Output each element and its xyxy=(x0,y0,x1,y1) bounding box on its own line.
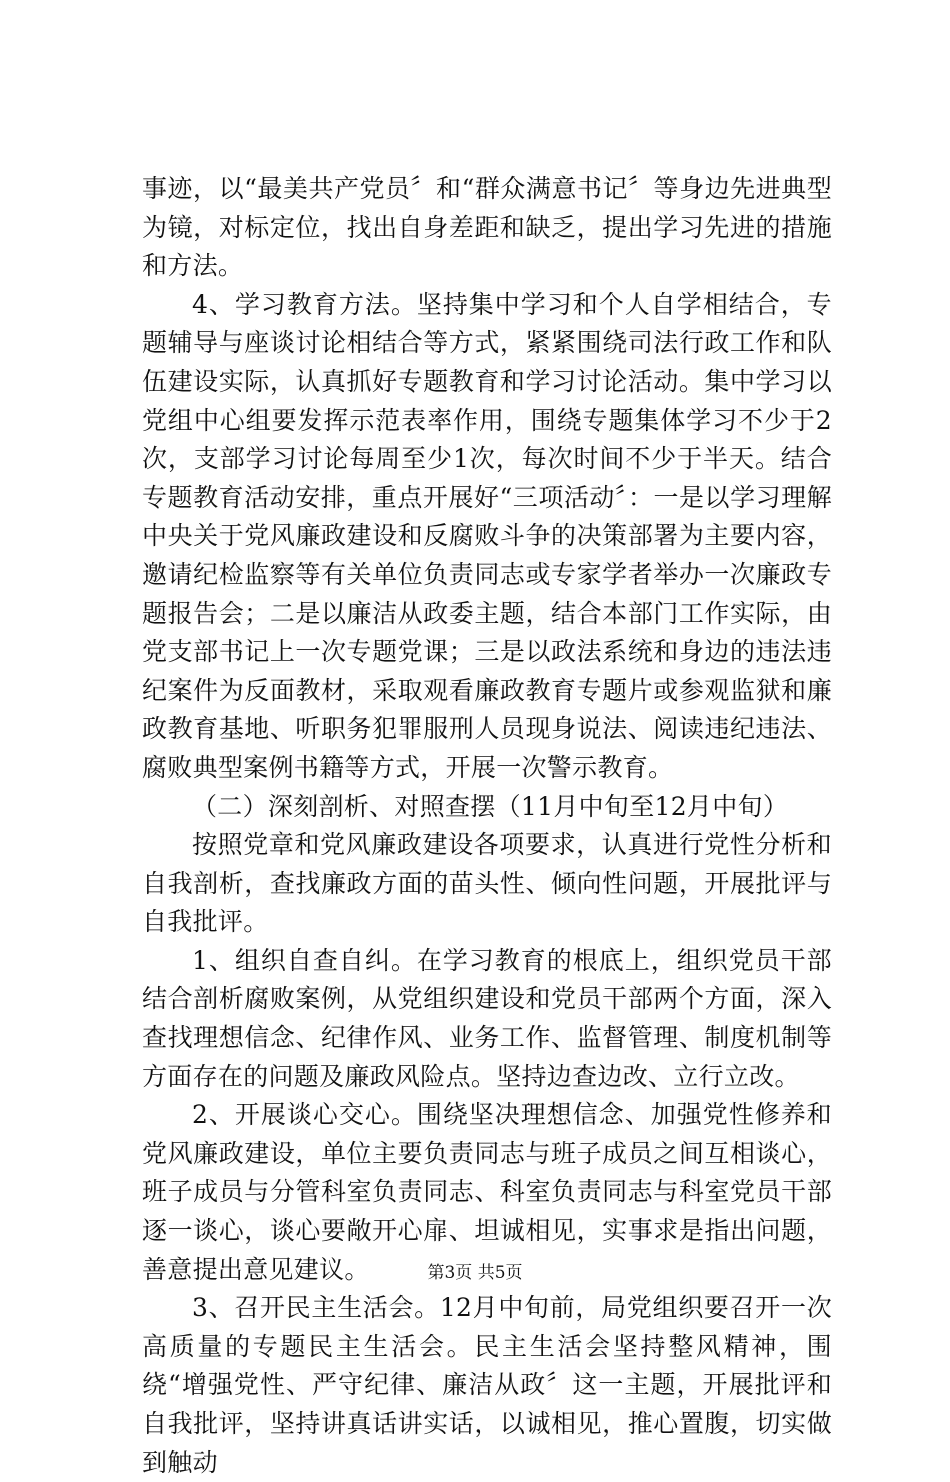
document-body xyxy=(142,170,832,1482)
paragraph-analysis-intro: 按照党章和党风廉政建设各项要求，认真进行党性分析和自我剖析，查找廉政方面的苗头性、倾向性问题，开展批评与自我批评。 xyxy=(142,830,832,937)
paragraph-democratic-meeting: 3、召开民主生活会。12月中旬前，局党组织要召开一次高质量的专题民主生活会。民主生活会坚持整风精神，围绕“增强党性、严守纪律、廉洁从政〞这一主题，开展批评和自我批评，坚持讲真话讲实话，以诚相见，推心置腹，切实做到触动 xyxy=(142,1293,832,1477)
paragraph-learning-methods: 4、学习教育方法。坚持集中学习和个人自学相结合，专题辅导与座谈讨论相结合等方式，紧紧围绕司法行政工作和队伍建设实际，认真抓好专题教育和学习讨论活动。集中学习以党组中心组要发挥示范表率作用，围绕专题集体学习不少于2次，支部学习讨论每周至少1次，每次时间不少于半天。结合专题教育活动安排，重点开展好“三项活动〞：一是以学习理解中央关于党风廉政建设和反腐败斗争的决策部署为主要内容，邀请纪检监察等有关单位负责同志或专家学者举办一次廉政专题报告会；二是以廉洁从政委主题，结合本部门工作实际，由党支部书记上一次专题党课；三是以政法系统和身边的违法违纪案件为反面教材，采取观看廉政教育专题片或参观监狱和廉政教育基地、听职务犯罪服刑人员现身说法、阅读违纪违法、腐败典型案例书籍等方式，开展一次警示教育。 xyxy=(142,289,832,782)
paragraph-heart-to-heart: 2、开展谈心交心。围绕坚决理想信念、加强党性修养和党风廉政建设，单位主要负责同志与班子成员之间互相谈心，班子成员与分管科室负责同志、科室负责同志与科室党员干部逐一谈心，谈心要敞开心扉、坦诚相见，实事求是指出问题，善意提出意见建议。 xyxy=(142,1100,832,1284)
section-heading-analysis: （二）深刻剖析、对照查摆（11月中旬至12月中旬） xyxy=(192,791,789,821)
page-number-label: 第3页 共5页 xyxy=(427,1263,523,1283)
paragraph-self-inspection: 1、组织自查自纠。在学习教育的根底上，组织党员干部结合剖析腐败案例，从党组织建设和党员干部两个方面，深入查找理想信念、纪律作风、业务工作、监督管理、制度机制等方面存在的问题及廉政风险点。坚持边查边改、立行立改。 xyxy=(142,945,832,1091)
paragraph-continuation: 事迹，以“最美共产党员〞和“群众满意书记〞等身边先进典型为镜，对标定位，找出自身差距和缺乏，提出学习先进的措施和方法。 xyxy=(142,174,832,281)
page-footer xyxy=(0,1262,950,1284)
